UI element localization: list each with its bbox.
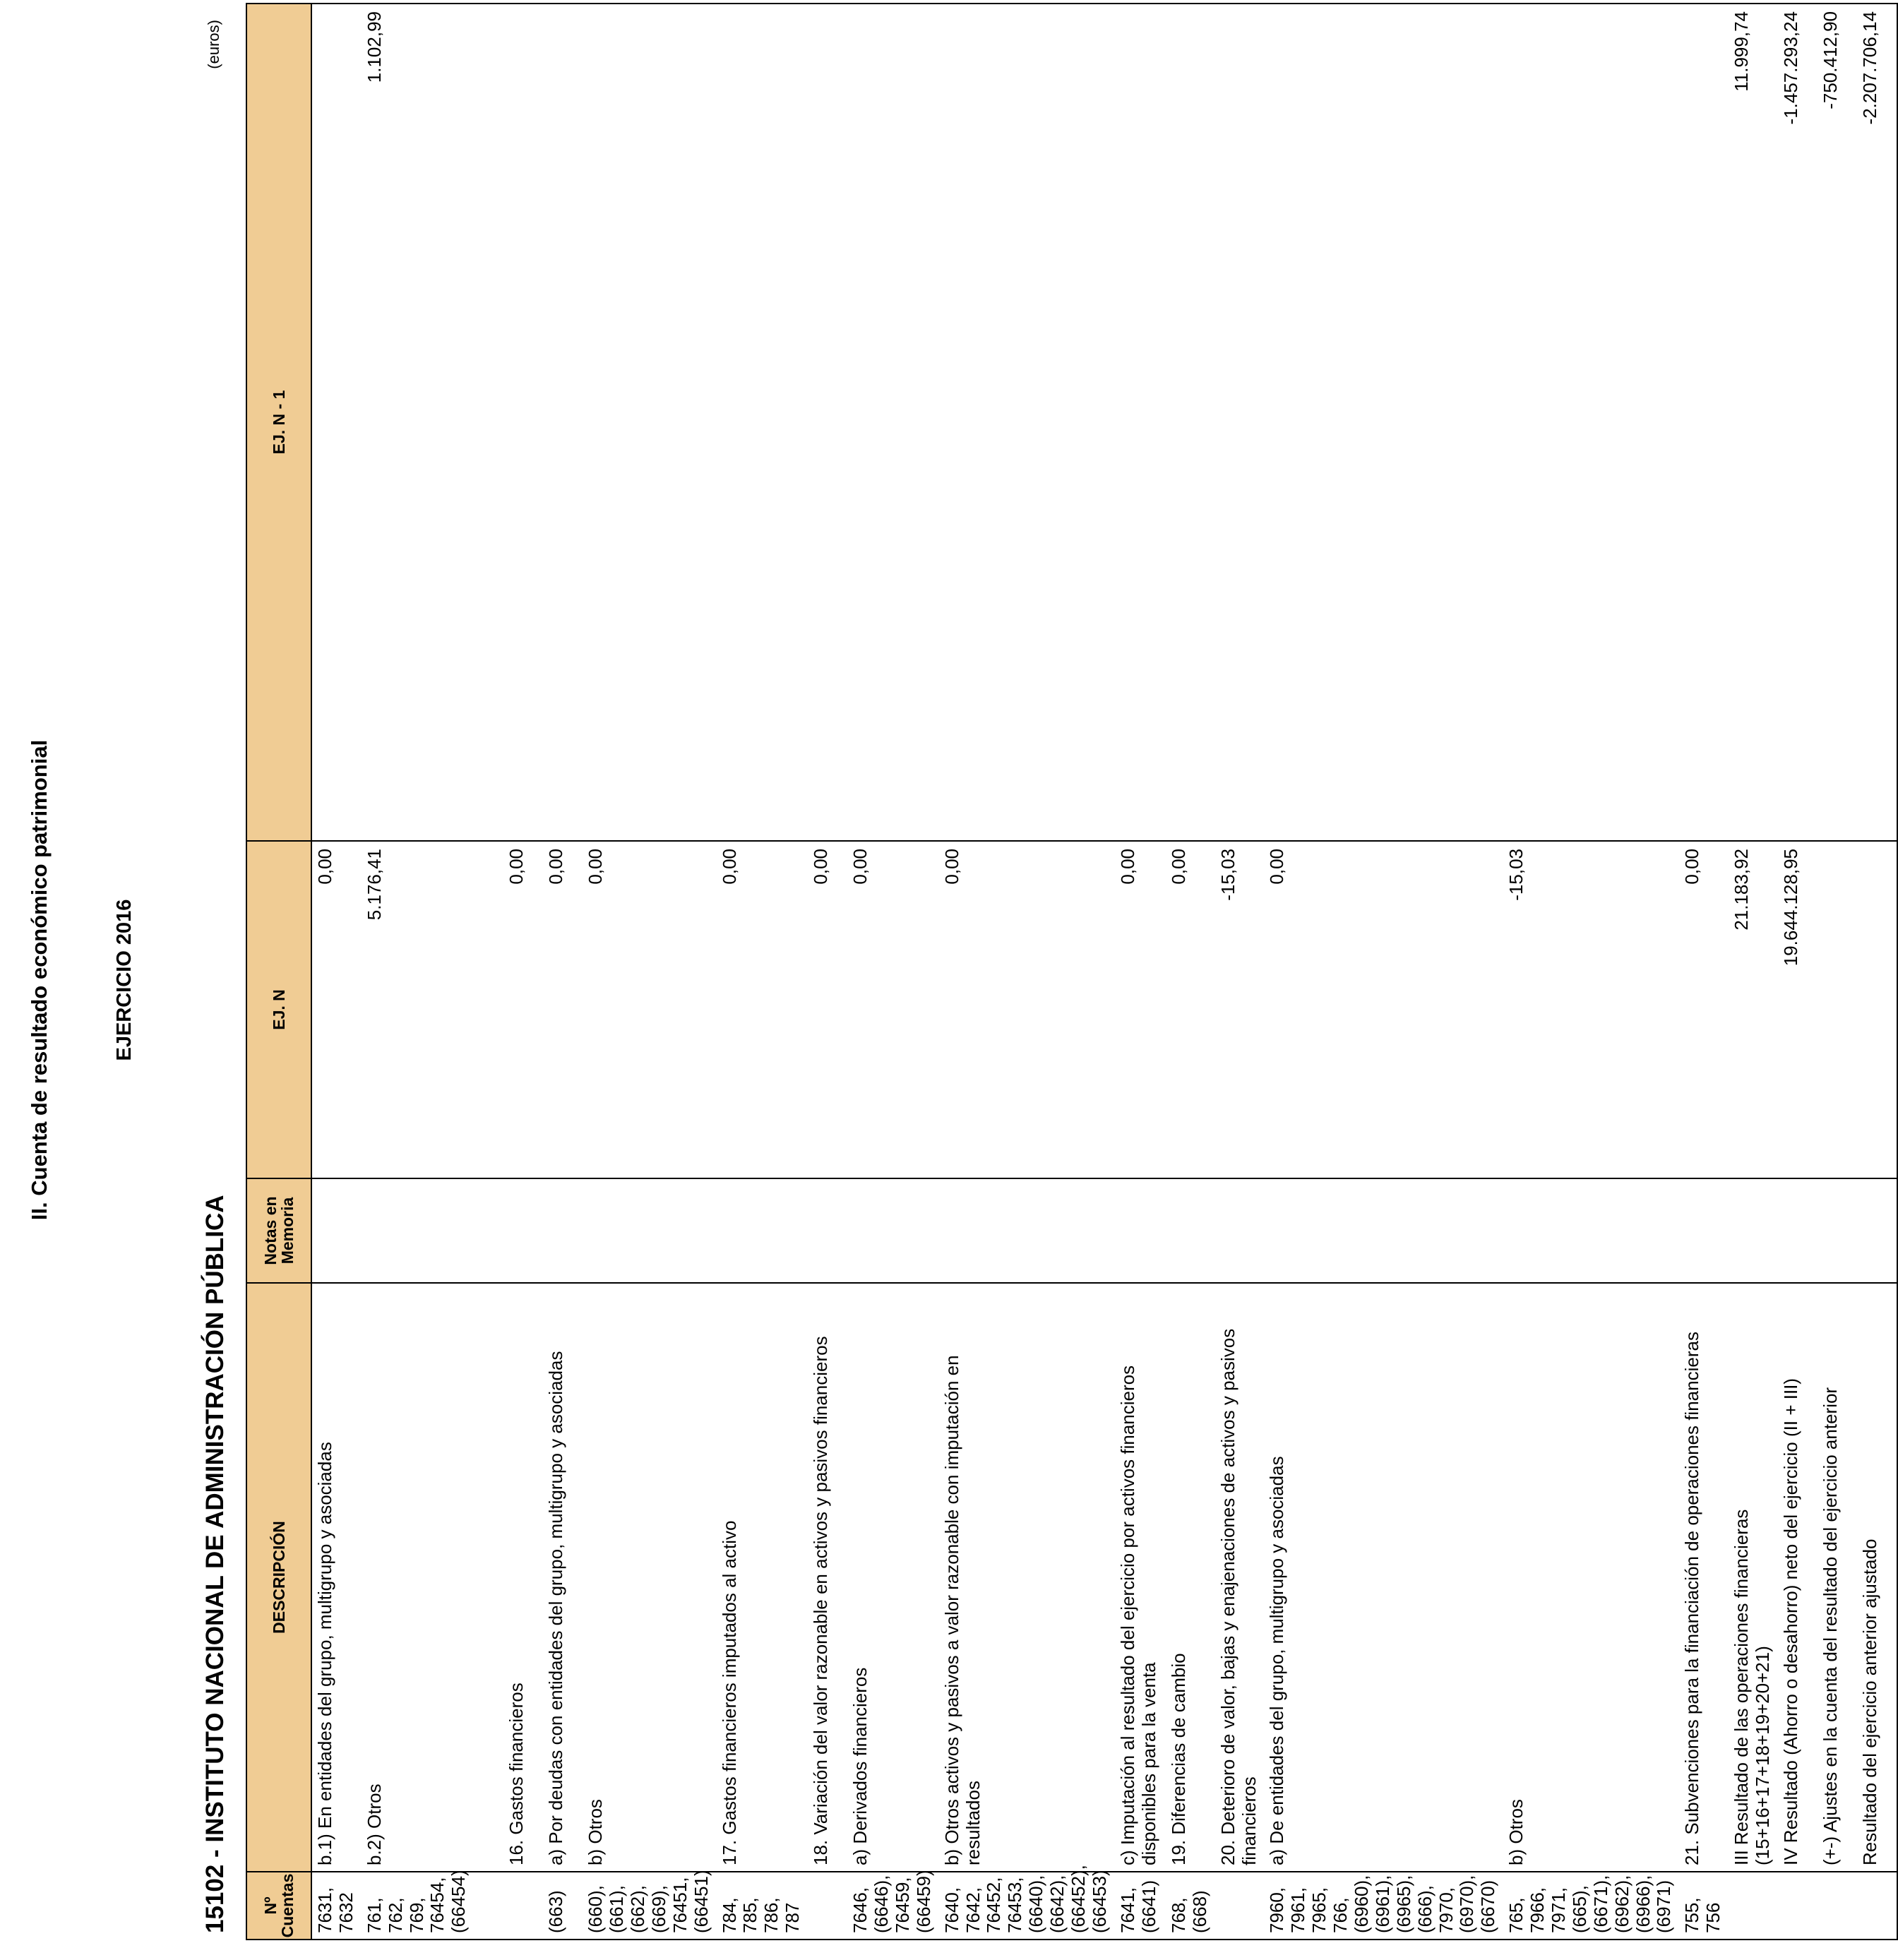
row-ej-n: 0,00 <box>717 841 808 1178</box>
row-cuentas <box>1215 1872 1265 1940</box>
table-header-row <box>246 4 311 1940</box>
row-ej-n: 0,00 <box>1264 841 1503 1178</box>
table-row <box>939 4 1115 1940</box>
row-cuentas: 7646, (6646), 76459, (66459) <box>847 1872 939 1940</box>
row-ej-n: 0,00 <box>311 841 362 1178</box>
results-table <box>246 3 1898 1940</box>
row-ej-n: 0,00 <box>1115 841 1166 1178</box>
table-row <box>1215 4 1265 1940</box>
row-ej-n: 0,00 <box>543 841 583 1178</box>
row-descripcion: (+-) Ajustes en la cuenta del resultado del ejercicio anterior <box>1818 1283 1857 1872</box>
row-ej-n-1 <box>847 4 939 841</box>
table-row <box>1264 4 1503 1940</box>
row-descripcion: a) De entidades del grupo, multigrupo y asociadas <box>1264 1283 1503 1872</box>
row-notas <box>474 1178 503 1283</box>
row-notas <box>1503 1178 1679 1283</box>
row-descripcion: c) Imputación al resultado del ejercicio por activos financieros disponibles para la venta <box>1115 1283 1166 1872</box>
row-notas <box>1818 1178 1857 1283</box>
row-notas <box>583 1178 716 1283</box>
row-descripcion: Resultado del ejercicio anterior ajustado <box>1857 1283 1897 1872</box>
row-descripcion: 17. Gastos financieros imputados al activo <box>717 1283 808 1872</box>
col-header-cuentas: Nº Cuentas <box>246 1872 311 1940</box>
row-cuentas: (663) <box>543 1872 583 1940</box>
table-row <box>474 4 503 1940</box>
row-ej-n: -15,03 <box>1215 841 1265 1178</box>
table-row <box>1503 4 1679 1940</box>
row-notas <box>503 1178 543 1283</box>
entity-name: 15102 - INSTITUTO NACIONAL DE ADMINISTRACIÓN PÚBLICA <box>201 1195 229 1933</box>
row-ej-n-1 <box>808 4 847 841</box>
row-cuentas: 784, 785, 786, 787 <box>717 1872 808 1940</box>
table-row <box>1818 4 1857 1940</box>
row-ej-n: 0,00 <box>847 841 939 1178</box>
table-row <box>1729 4 1778 1940</box>
currency-unit: (euros) <box>205 20 222 69</box>
table-row <box>311 4 362 1940</box>
table-row <box>1857 4 1897 1940</box>
row-cuentas <box>1729 1872 1778 1940</box>
table-row <box>717 4 808 1940</box>
row-cuentas: 765, 7966, 7971, (665), (6671), (6962), (6966), (6971) <box>1503 1872 1679 1940</box>
row-ej-n <box>474 841 503 1178</box>
row-descripcion: 19. Diferencias de cambio <box>1166 1283 1215 1872</box>
row-ej-n: 19.644.128,95 <box>1778 841 1818 1178</box>
row-notas <box>847 1178 939 1283</box>
row-ej-n: 0,00 <box>939 841 1115 1178</box>
row-descripcion: 18. Variación del valor razonable en activos y pasivos financieros <box>808 1283 847 1872</box>
row-cuentas <box>503 1872 543 1940</box>
table-row <box>808 4 847 1940</box>
row-cuentas: (660), (661), (662), (669), 76451, (66451) <box>583 1872 716 1940</box>
row-ej-n-1 <box>311 4 362 841</box>
row-notas <box>717 1178 808 1283</box>
table-row <box>1115 4 1166 1940</box>
table-row <box>583 4 716 1940</box>
col-header-ej-n-1: EJ. N - 1 <box>246 4 311 841</box>
row-notas <box>1729 1178 1778 1283</box>
row-ej-n-1: -2.207.706,14 <box>1857 4 1897 841</box>
row-ej-n-1 <box>717 4 808 841</box>
row-descripcion: 16. Gastos financieros <box>503 1283 543 1872</box>
row-ej-n: 0,00 <box>583 841 716 1178</box>
row-ej-n-1 <box>503 4 543 841</box>
row-ej-n-1: 11.999,74 <box>1729 4 1778 841</box>
row-ej-n-1 <box>1679 4 1729 841</box>
table-row <box>362 4 474 1940</box>
row-descripcion: 20. Deterioro de valor, bajas y enajenaciones de activos y pasivos financieros <box>1215 1283 1265 1872</box>
report-title: II. Cuenta de resultado económico patrimonial <box>27 739 52 1221</box>
row-notas <box>311 1178 362 1283</box>
row-ej-n <box>1857 841 1897 1178</box>
row-ej-n-1 <box>1166 4 1215 841</box>
row-descripcion: 21. Subvenciones para la financiación de operaciones financieras <box>1679 1283 1729 1872</box>
row-notas <box>1778 1178 1818 1283</box>
row-descripcion: a) Derivados financieros <box>847 1283 939 1872</box>
row-ej-n: 21.183,92 <box>1729 841 1778 1178</box>
col-header-ej-n: EJ. N <box>246 841 311 1178</box>
col-header-notas: Notas en Memoria <box>246 1178 311 1283</box>
row-ej-n-1 <box>1264 4 1503 841</box>
row-ej-n-1: -1.457.293,24 <box>1778 4 1818 841</box>
row-notas <box>1215 1178 1265 1283</box>
row-ej-n: 0,00 <box>503 841 543 1178</box>
row-ej-n-1 <box>1503 4 1679 841</box>
row-notas <box>543 1178 583 1283</box>
row-notas <box>362 1178 474 1283</box>
row-cuentas: 761, 762, 769, 76454, (66454) <box>362 1872 474 1940</box>
row-cuentas: 7641, (6641) <box>1115 1872 1166 1940</box>
row-ej-n: 0,00 <box>1679 841 1729 1178</box>
row-cuentas: 768, (668) <box>1166 1872 1215 1940</box>
row-ej-n-1: -750.412,90 <box>1818 4 1857 841</box>
row-descripcion: b.1) En entidades del grupo, multigrupo y asociadas <box>311 1283 362 1872</box>
fiscal-year-title: EJERCICIO 2016 <box>113 899 136 1061</box>
table-row <box>1679 4 1729 1940</box>
row-descripcion: a) Por deudas con entidades del grupo, multigrupo y asociadas <box>543 1283 583 1872</box>
row-descripcion <box>474 1283 503 1872</box>
row-notas <box>1857 1178 1897 1283</box>
row-notas <box>1166 1178 1215 1283</box>
row-ej-n-1 <box>1115 4 1166 841</box>
row-descripcion: b) Otros <box>1503 1283 1679 1872</box>
row-ej-n: 0,00 <box>1166 841 1215 1178</box>
row-descripcion: b) Otros <box>583 1283 716 1872</box>
row-cuentas <box>1857 1872 1897 1940</box>
row-cuentas <box>808 1872 847 1940</box>
table-row <box>503 4 543 1940</box>
col-header-descripcion: DESCRIPCIÓN <box>246 1283 311 1872</box>
row-notas <box>1115 1178 1166 1283</box>
row-cuentas <box>1818 1872 1857 1940</box>
row-cuentas <box>474 1872 503 1940</box>
table-row <box>1778 4 1818 1940</box>
row-cuentas <box>1778 1872 1818 1940</box>
row-notas <box>1264 1178 1503 1283</box>
row-cuentas: 7640, 7642, 76452, 76453, (6640), (6642), (66452), (66453) <box>939 1872 1115 1940</box>
row-ej-n: -15,03 <box>1503 841 1679 1178</box>
row-ej-n-1 <box>1215 4 1265 841</box>
row-ej-n <box>1818 841 1857 1178</box>
row-notas <box>939 1178 1115 1283</box>
row-descripcion: IV Resultado (Ahorro o desahorro) neto del ejercicio (II + III) <box>1778 1283 1818 1872</box>
row-cuentas: 7631, 7632 <box>311 1872 362 1940</box>
table-row <box>1166 4 1215 1940</box>
row-descripcion: b.2) Otros <box>362 1283 474 1872</box>
row-ej-n-1: 1.102,99 <box>362 4 474 841</box>
row-notas <box>1679 1178 1729 1283</box>
row-cuentas: 755, 756 <box>1679 1872 1729 1940</box>
row-ej-n-1 <box>543 4 583 841</box>
table-row <box>543 4 583 1940</box>
row-ej-n-1 <box>939 4 1115 841</box>
row-ej-n-1 <box>583 4 716 841</box>
row-cuentas: 7960, 7961, 7965, 766, (6960), (6961), (6965), (666), 7970, (6970), (6670) <box>1264 1872 1503 1940</box>
table-row <box>847 4 939 1940</box>
row-notas <box>808 1178 847 1283</box>
row-ej-n-1 <box>474 4 503 841</box>
row-descripcion: b) Otros activos y pasivos a valor razonable con imputación en resultados <box>939 1283 1115 1872</box>
row-ej-n: 0,00 <box>808 841 847 1178</box>
row-ej-n: 5.176,41 <box>362 841 474 1178</box>
row-descripcion: III Resultado de las operaciones financieras (15+16+17+18+19+20+21) <box>1729 1283 1778 1872</box>
